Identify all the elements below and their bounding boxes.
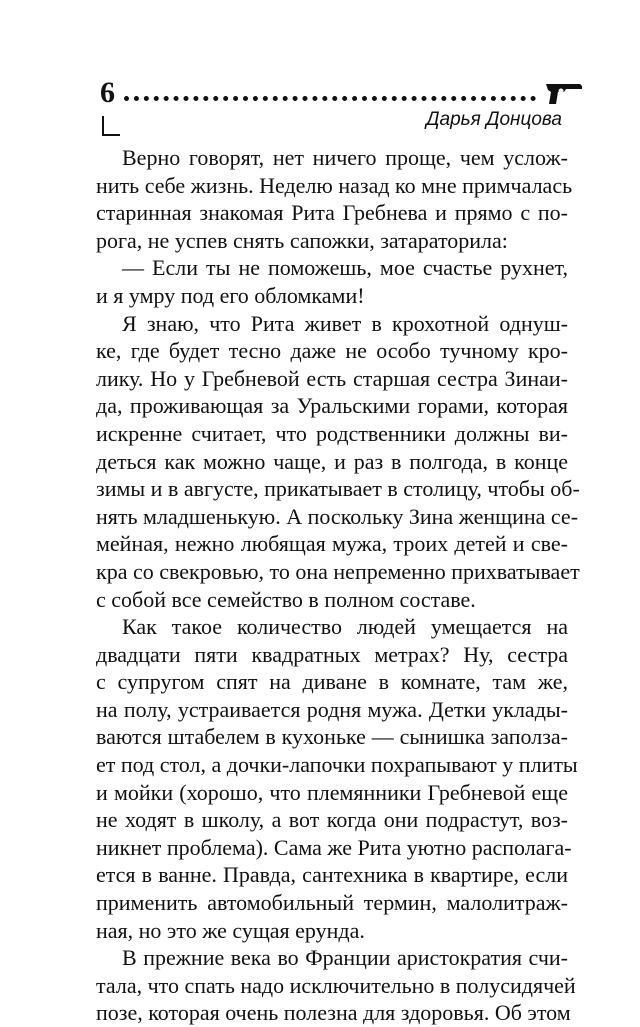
text-line: ваются штабелем в кухоньке — сынишка заполза- <box>96 724 568 750</box>
text-line: ется в ванне. Правда, сантехника в квартире, если <box>96 862 568 888</box>
dotted-rule <box>124 96 536 101</box>
text-line: ная, но это же сущая ерунда. <box>96 917 365 943</box>
text-line: позе, которая очень полезна для здоровья. Об этом <box>96 1000 571 1026</box>
page-number: 6 <box>100 76 114 109</box>
text-line: и я умру под его обломками! <box>96 282 365 308</box>
text-line: — Если ты не поможешь, мое счастье рухнет, <box>122 255 568 281</box>
page-body-text <box>96 144 580 1027</box>
page-header <box>100 76 580 136</box>
text-line: мейная, нежно любящая мужа, троих детей и све- <box>96 531 568 557</box>
text-line: ке, где будет тесно даже не особо тучному кро- <box>96 338 568 364</box>
text-line: и мойки (хорошо, что племянники Гребневой еще <box>96 779 568 805</box>
text-line: лику. Но у Гребневой есть старшая сестра Зинаи- <box>96 365 568 391</box>
text-line: с собой все семейство в полном составе. <box>96 586 476 612</box>
text-line: Верно говорят, нет ничего проще, чем услож- <box>122 145 568 170</box>
text-line: зимы и в августе, прикатывает в столицу, чтобы об- <box>96 476 580 502</box>
text-line: да, проживающая за Уральскими горами, которая <box>96 393 568 419</box>
text-line: В прежние века во Франции аристократия счи- <box>122 945 568 971</box>
text-line: ет под стол, а дочки-лапочки похрапывают у плиты <box>96 752 578 778</box>
text-line: двадцати пяти квадратных метрах? Ну, сестра <box>96 641 568 667</box>
text-line: Я знаю, что Рита живет в крохотной однуш- <box>122 310 568 336</box>
text-line: искренне считает, что родственники должны ви- <box>96 420 568 446</box>
text-line: не ходят в школу, а вот когда они подрастут, воз- <box>96 807 568 833</box>
text-line: с супругом спят на диване в комнате, там же, <box>96 669 568 695</box>
text-line: применить автомобильный термин, малолитраж- <box>96 890 568 916</box>
corner-mark <box>102 116 120 136</box>
text-line: деться как можно чаще, и раз в полгода, в конце <box>96 448 568 474</box>
text-line: нить себе жизнь. Неделю назад ко мне примчалась <box>96 172 573 198</box>
text-line: кра со свекровью, то она непременно прихватывает <box>96 558 580 584</box>
text-line: рога, не успев снять сапожки, затараторила: <box>96 227 508 253</box>
author-name: Дарья Донцова <box>426 109 562 130</box>
text-line: Как такое количество людей умещается на <box>122 614 568 640</box>
text-line: тала, что спать надо исключительно в полусидячей <box>96 972 576 998</box>
text-line: никнет проблема). Сама же Рита уютно располага- <box>96 834 572 860</box>
text-line: нять младшенькую. А поскольку Зина женщина се- <box>96 503 579 529</box>
text-line: на полу, устраивается родня мужа. Детки уклады- <box>96 696 568 722</box>
text-line: старинная знакомая Рита Гребнева и прямо с по- <box>96 200 568 226</box>
revolver-icon <box>544 80 584 106</box>
